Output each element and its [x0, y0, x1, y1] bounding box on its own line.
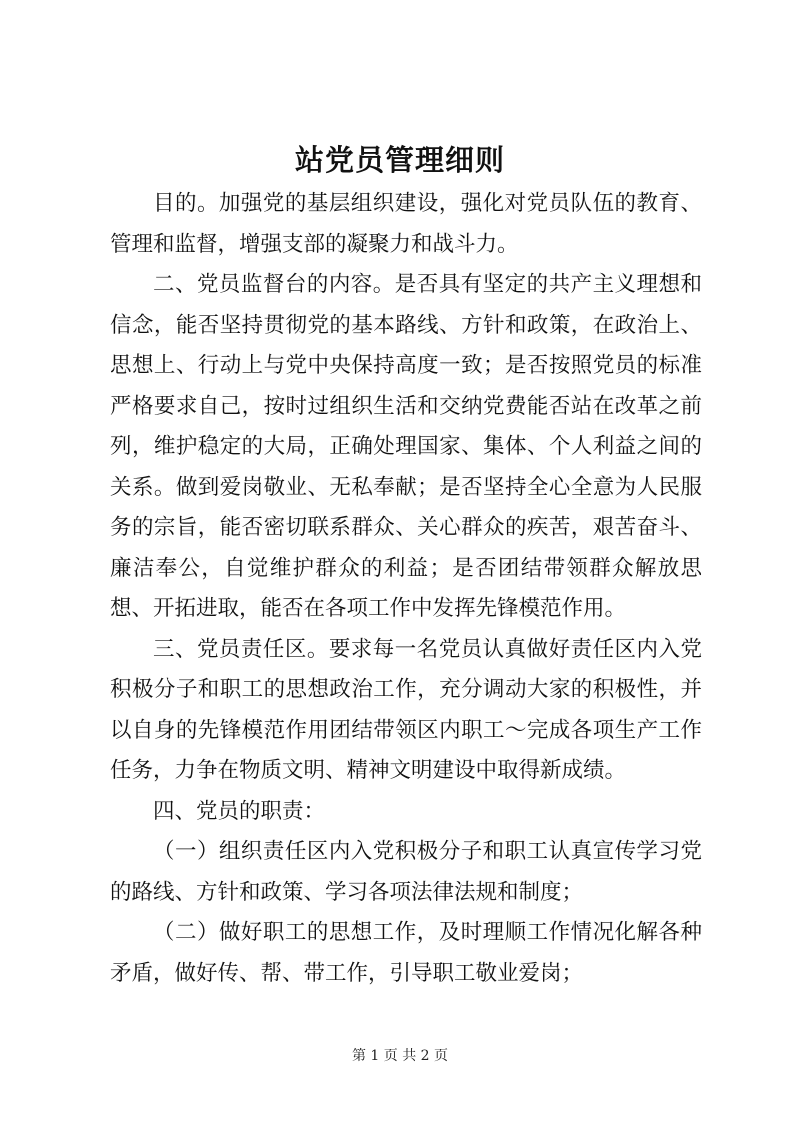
document-body — [110, 184, 702, 994]
paragraph-duties-heading: 四、党员的职责： — [153, 798, 326, 824]
paragraph-duty-item-1: （一）组织责任区内入党积极分子和职工认真宣传学习党的路线、方针和政策、学习各项法律法规和制度； — [110, 839, 702, 905]
document-title: 站党员管理细则 — [294, 143, 505, 177]
paragraph-supervision-content: 二、党员监督台的内容。是否具有坚定的共产主义理想和信念，能否坚持贯彻党的基本路线、方针和政策，在政治上、思想上、行动上与党中央保持高度一致；是否按照党员的标准严格要求自己，按时过组织生活和交纳党费能否站在改革之前列，维护稳定的大局，正确处理国家、集体、个人利益之间的关系。做到爱岗敬业、无私奉献；是否坚持全心全意为人民服务的宗旨，能否密切联系群众、关心群众的疾苦，艰苦奋斗、廉洁奉公，自觉维护群众的利益；是否团结带领群众解放思想、开拓进取，能否在各项工作中发挥先锋模范作用。 — [110, 272, 702, 621]
page-footer: 第 1 页 共 2 页 — [351, 1048, 449, 1064]
paragraph-responsibility-area: 三、党员责任区。要求每一名党员认真做好责任区内入党积极分子和职工的思想政治工作，充分调动大家的积极性，并以自身的先锋模范作用团结带领区内职工～完成各项生产工作任务，力争在物质文明、精神文明建设中取得新成绩。 — [110, 636, 702, 783]
paragraph-purpose: 目的。加强党的基层组织建设，强化对党员队伍的教育、管理和监督，增强支部的凝聚力和战斗力。 — [110, 191, 702, 257]
paragraph-duty-item-2: （二）做好职工的思想工作，及时理顺工作情况化解各种矛盾，做好传、帮、带工作，引导职工敬业爱岗； — [110, 920, 702, 986]
